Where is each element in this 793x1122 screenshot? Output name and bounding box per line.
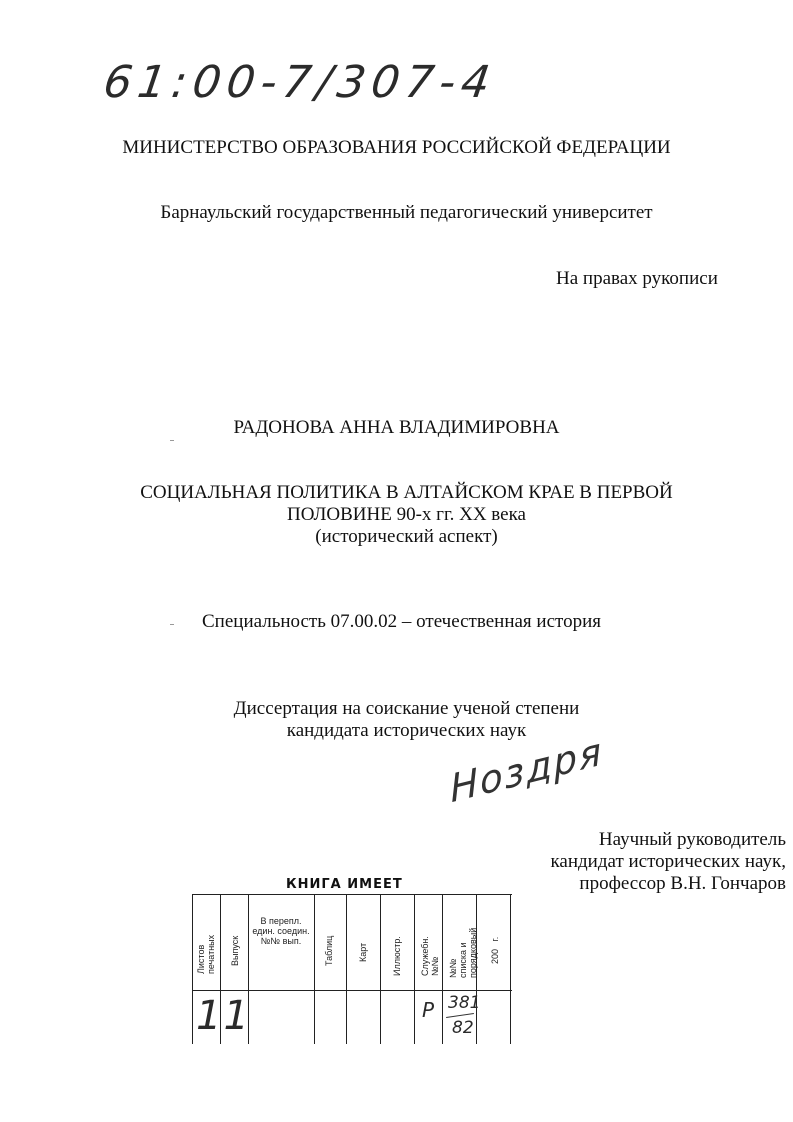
stamp-title: КНИГА ИМЕЕТ	[286, 877, 403, 892]
supervisor-line-1: Научный руководитель	[598, 829, 786, 850]
stamp-value-sheets: 11	[196, 993, 251, 1039]
stamp-col-rule	[510, 894, 511, 1044]
specialty-line: Специальность 07.00.02 – отечественная история	[202, 611, 601, 632]
stamp-col-rule	[192, 894, 193, 1044]
stamp-col-rule	[346, 894, 347, 1044]
stamp-value-list-bottom: 82	[452, 1018, 474, 1038]
stamp-header-list: №№ списка и порядковый	[448, 927, 478, 978]
dissertation-statement	[10, 698, 793, 742]
author-name: РАДОНОВА АННА ВЛАДИМИРОВНА	[233, 417, 560, 438]
signature: Ноздря	[448, 728, 605, 812]
stamp-top-rule	[192, 894, 512, 895]
stamp-header-year: 200 г.	[490, 936, 500, 964]
stamp-header-tables: Таблиц	[324, 935, 334, 966]
ministry-heading: МИНИСТЕРСТВО ОБРАЗОВАНИЯ РОССИЙСКОЙ ФЕДЕРАЦИИ	[122, 137, 671, 158]
thesis-title-line-1: СОЦИАЛЬНАЯ ПОЛИТИКА В АЛТАЙСКОМ КРАЕ В ПЕРВОЙ	[140, 482, 673, 503]
stamp-header-sheets: Листов печатных	[196, 934, 216, 974]
stamp-value-service: Р	[422, 998, 435, 1022]
dissertation-line-2: кандидата исторических наук	[286, 720, 527, 741]
stamp-col-rule	[442, 894, 443, 1044]
stamp-header-binding: В перепл. един. соедин. №№ вып.	[252, 916, 310, 946]
stamp-header-issue: Выпуск	[230, 935, 240, 966]
library-stamp	[192, 872, 520, 1047]
stamp-header-rule	[192, 990, 512, 991]
stamp-header-service: Служебн. №№	[420, 936, 440, 976]
dissertation-line-1: Диссертация на соискание ученой степени	[233, 698, 580, 719]
stamp-header-maps: Карт	[358, 942, 368, 962]
thesis-title-line-3: (исторический аспект)	[315, 526, 498, 547]
supervisor-block	[486, 829, 786, 895]
stamp-col-rule	[380, 894, 381, 1044]
scan-mark	[170, 440, 174, 441]
thesis-title	[10, 482, 793, 548]
supervisor-line-3: профессор В.Н. Гончаров	[579, 873, 786, 894]
stamp-col-rule	[414, 894, 415, 1044]
stamp-value-list-top: 381	[448, 993, 481, 1013]
stamp-table	[192, 894, 512, 1044]
scan-mark	[170, 624, 174, 625]
supervisor-line-2: кандидат исторических наук,	[550, 851, 786, 872]
stamp-header-illustrations: Иллюстр.	[392, 936, 402, 976]
thesis-title-line-2: ПОЛОВИНЕ 90-х гг. XX века	[287, 504, 526, 525]
handwritten-archive-code: 61:00-7/307-4	[100, 57, 500, 108]
university-name: Барнаульский государственный педагогический университет	[160, 202, 653, 223]
manuscript-note: На правах рукописи	[556, 268, 718, 289]
stamp-col-rule	[314, 894, 315, 1044]
